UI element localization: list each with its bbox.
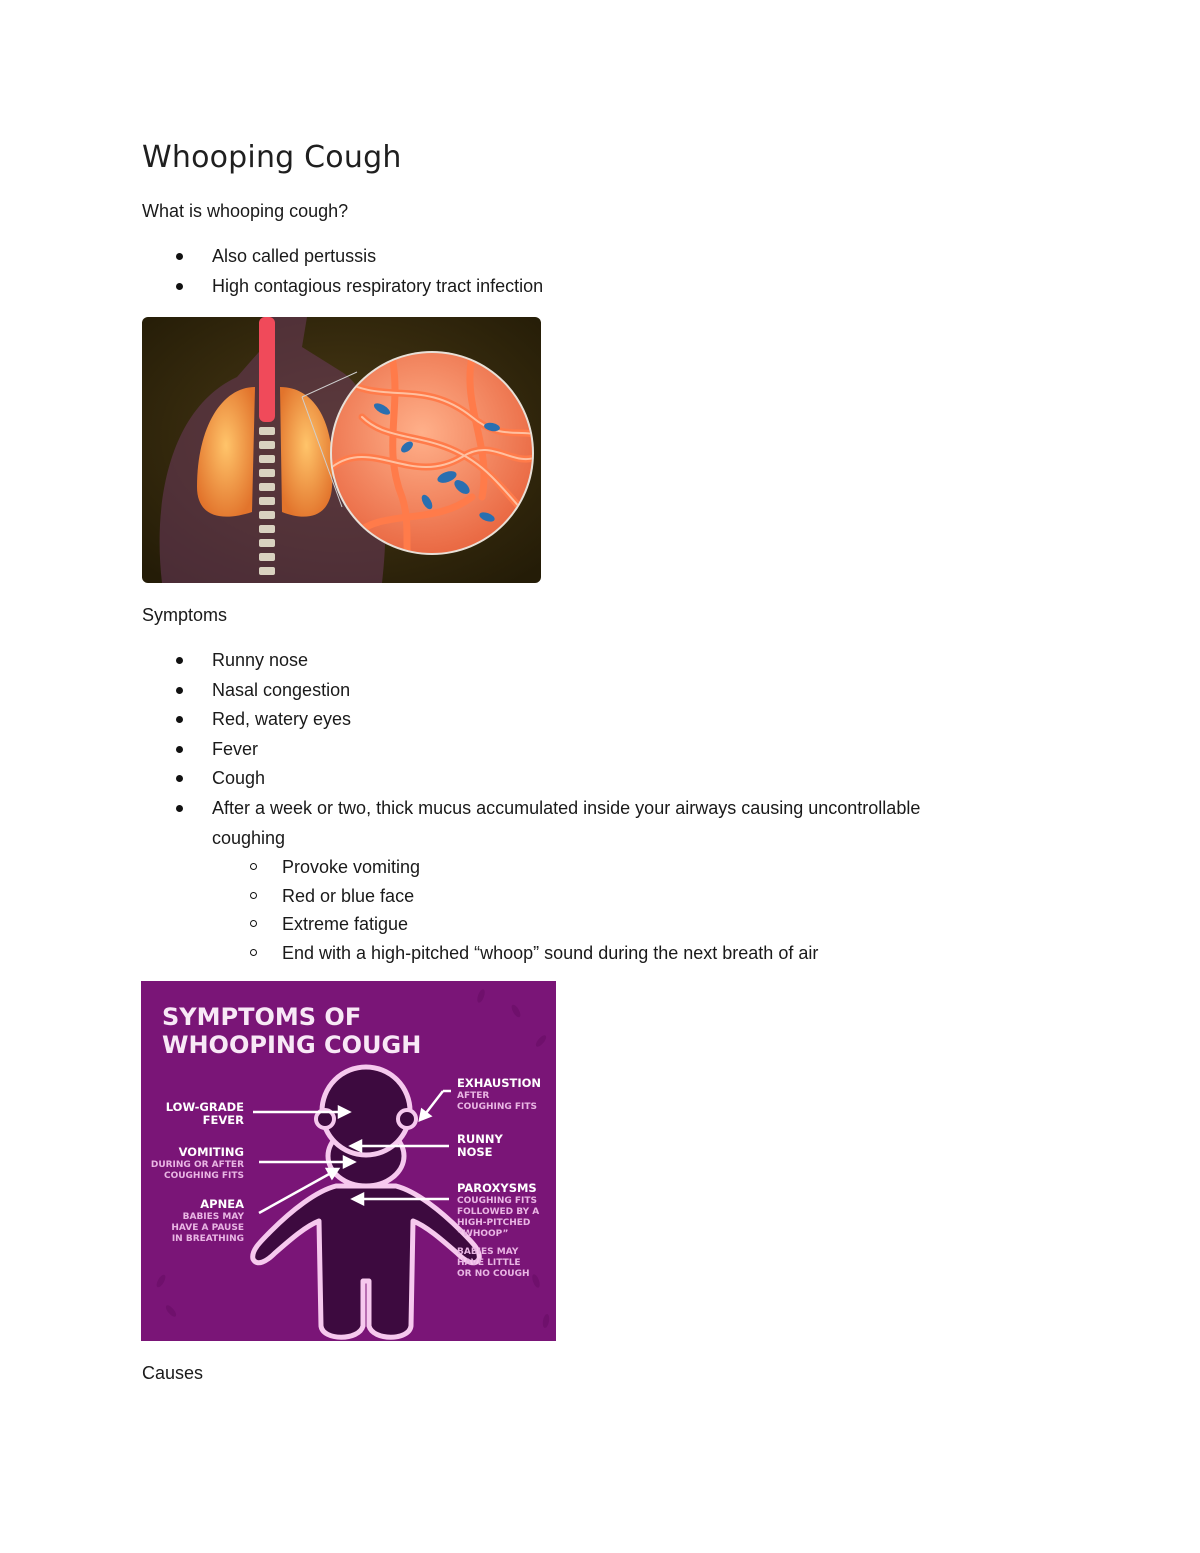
label-babies-2: HAVE LITTLE (457, 1258, 521, 1268)
label-fever-2: FEVER (202, 1113, 244, 1127)
label-babies: BABIES MAY (457, 1247, 519, 1257)
label-exhaustion-2: AFTER (457, 1091, 490, 1101)
label-paroxysms-3: FOLLOWED BY A (457, 1207, 540, 1217)
list-item (142, 794, 942, 967)
infographic-title-line1: SYMPTOMS OF (162, 1003, 362, 1031)
lungs-bacteria-illustration (142, 317, 541, 583)
label-exhaustion: EXHAUSTION (457, 1076, 542, 1090)
label-apnea-2: BABIES MAY (182, 1212, 244, 1222)
list-item: Cough (142, 764, 942, 794)
label-paroxysms: PAROXYSMS (457, 1181, 537, 1195)
label-paroxysms-2: COUGHING FITS (457, 1196, 538, 1206)
label-apnea-4: IN BREATHING (171, 1234, 244, 1244)
label-paroxysms-4: HIGH-PITCHED (457, 1218, 531, 1228)
symptom-bullet-list (142, 646, 942, 967)
label-vomiting-3: COUGHING FITS (163, 1171, 244, 1181)
causes-heading: Causes (142, 1363, 204, 1383)
sub-list-item: Red or blue face (212, 882, 942, 911)
label-vomiting-2: DURING OR AFTER (150, 1160, 244, 1170)
intro-heading: What is whooping cough? (142, 201, 349, 221)
label-apnea-3: HAVE A PAUSE (171, 1223, 244, 1233)
infographic-title-line2: WHOOPING COUGH (162, 1031, 422, 1059)
label-paroxysms-5: “WHOOP” (457, 1229, 509, 1239)
list-item: Runny nose (142, 646, 942, 676)
sub-list-item: Extreme fatigue (212, 910, 942, 939)
label-fever: LOW-GRADE (165, 1100, 244, 1114)
list-item: Fever (142, 735, 942, 765)
label-vomiting: VOMITING (178, 1145, 244, 1159)
label-babies-3: OR NO COUGH (457, 1269, 530, 1279)
list-item: Also called pertussis (142, 242, 543, 272)
intro-bullet-list (142, 242, 543, 301)
sub-list-item: End with a high-pitched “whoop” sound during the next breath of air (212, 939, 942, 968)
sub-list-item: Provoke vomiting (212, 853, 942, 882)
page-title: Whooping Cough (142, 140, 402, 175)
label-exhaustion-3: COUGHING FITS (457, 1102, 538, 1112)
symptoms-heading: Symptoms (142, 605, 228, 625)
list-item-text: After a week or two, thick mucus accumulated inside your airways causing uncontrollable coughing (212, 797, 921, 848)
list-item: Nasal congestion (142, 676, 942, 706)
label-apnea: APNEA (200, 1197, 244, 1211)
symptom-sub-list (212, 853, 942, 967)
label-runny-nose: RUNNY (457, 1132, 503, 1146)
list-item: Red, watery eyes (142, 705, 942, 735)
list-item: High contagious respiratory tract infection (142, 272, 543, 302)
label-runny-nose-2: NOSE (457, 1145, 493, 1159)
symptoms-infographic (141, 981, 556, 1341)
